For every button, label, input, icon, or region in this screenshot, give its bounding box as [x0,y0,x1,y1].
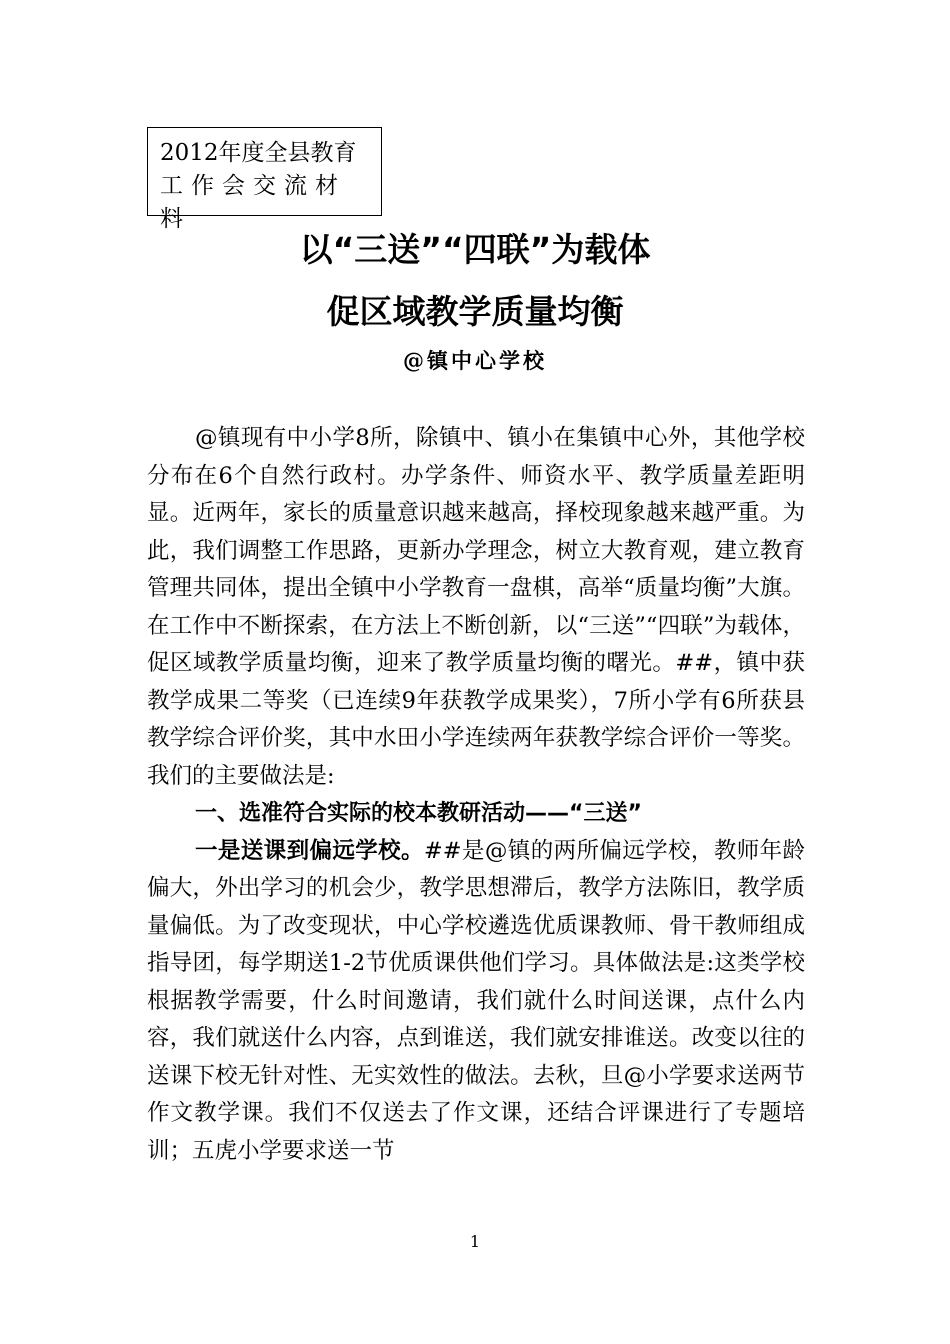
header-tag-line-2: 工作会交流材料 [160,173,346,232]
page-number: 1 [469,1232,481,1251]
intro-paragraph: @镇现有中小学8所，除镇中、镇小在集镇中心外，其他学校分布在6个自然行政村。办学条件、师资水平、教学质量差距明显。近两年，家长的质量意识越来越高，择校现象越来越严重。为此，我们调整工作思路，更新办学理念，树立大教育观，建立教育管理共同体，提出全镇中小学教育一盘棋，高举“质量均衡”大旗。在工作中不断探索，在方法上不断创新，以“三送”“四联”为载体，促区域教学质量均衡，迎来了教学质量均衡的曙光。##，镇中获教学成果二等奖（已连续9年获教学成果奖），7所小学有6所获县教学综合评价奖，其中水田小学连续两年获教学综合评价一等奖。我们的主要做法是: [147,425,805,789]
section-1-paragraph [147,833,805,1171]
document-title-line-1: 以“三送”“四联”为载体 [299,230,651,269]
document-body [147,420,805,1170]
document-author: @镇中心学校 [403,348,547,373]
header-tag-line-1: 2012年度全县教育 [160,140,357,166]
section-heading-1: 一、选准符合实际的校本教研活动——“三送” [195,801,642,826]
section-1-paragraph-text: ##是@镇的两所偏远学校，教师年龄偏大，外出学习的机会少，教学思想滞后，教学方法陈旧，教学质量偏低。为了改变现状，中心学校遴选优质课教师、骨干教师组成指导团，每学期送1-2节优质课供他们学习。具体做法是:这类学校根据教学需要，什么时间邀请，我们就什么时间送课，点什么内容，我们就送什么内容，点到谁送，我们就安排谁送。改变以往的送课下校无针对性、无实效性的做法。去秋，旦@小学要求送两节作文教学课。我们不仅送去了作文课，还结合评课进行了专题培训；五虎小学要求送一节 [147,837,805,1164]
section-1-paragraph-lead: 一是送课到偏远学校。 [195,837,424,864]
document-title-line-2: 促区域教学质量均衡 [326,292,624,331]
header-tag-box [147,127,382,232]
